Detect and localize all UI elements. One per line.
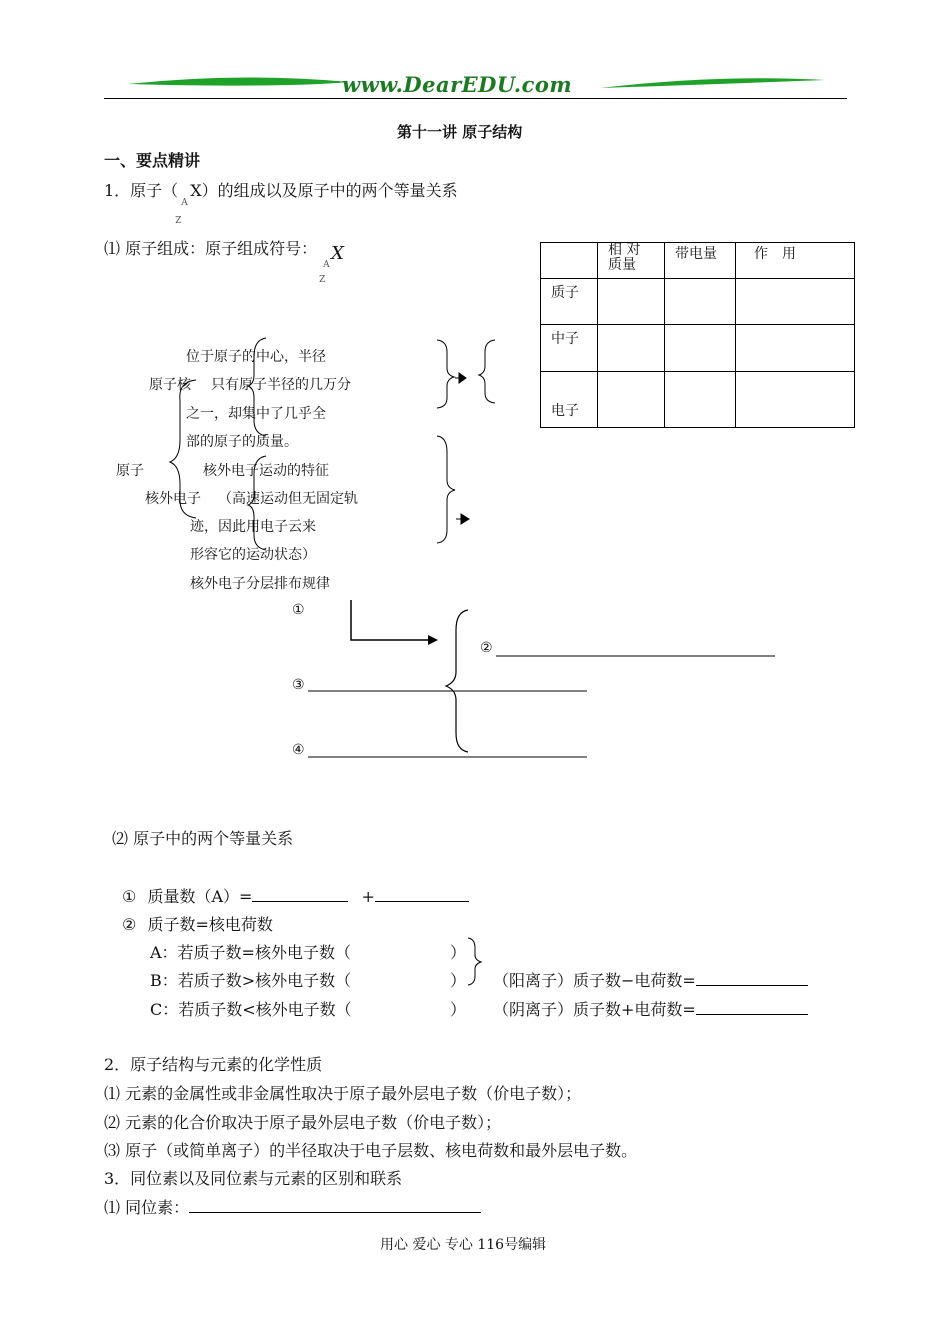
item1-sup: A [181,198,188,208]
item1-suffix: ）的组成以及原子中的两个等量关系 [201,181,458,200]
blank-4-num: ④ [292,742,305,758]
case-c-close: ） [450,1000,467,1019]
blank-1-num: ① [292,602,305,618]
electron-desc-4: 形容它的运动状态） [190,547,316,563]
electron-desc-2: （高速运动但无固定轨 [218,491,358,507]
table-row-label: 电子 [541,372,598,428]
p1-label: ⑴ 原子组成：原子组成符号： [104,239,318,258]
item2-heading: 2．原子结构与元素的化学性质 [104,1055,323,1074]
nucleus-desc-2: 只有原子半径的几万分 [211,377,351,393]
nucleus-desc-1: 位于原子的中心，半径 [186,349,326,365]
electron-desc-3: 迹，因此用电子云来 [190,519,316,535]
p1-sup: A [323,260,330,270]
case-b-tail: （阳离子）质子数−电荷数= [493,968,808,991]
isotope-blank [189,1198,481,1213]
table-header-cell: 作 用 [736,243,855,279]
eq1-text: 质量数（A）= [147,887,253,906]
table-row-label: 质子 [541,279,598,325]
table-header-cell: 相 对 质量 [598,243,665,279]
atom-label: 原子 [116,463,144,479]
page-title: 第十一讲 原子结构 [397,123,523,141]
item1-prefix: 1．原子（ [104,181,179,200]
eq1-num: ① [122,887,137,906]
page-footer: 用心 爱心 专心 116号编辑 [380,1237,547,1253]
item2-point-2: ⑵ 元素的化合价取决于原子最外层电子数（价电子数）； [104,1113,502,1132]
p1-sub: Z [319,275,326,285]
item1-sub: Z [175,216,182,226]
item1-x: X [190,181,202,200]
blank-2-num: ② [480,640,493,656]
case-b-close: ） [450,971,467,990]
nucleus-label: 原子核 [149,377,191,393]
eq1-plus: + [361,887,375,906]
item3-point-1: ⑴ 同位素： [104,1195,481,1218]
electron-label: 核外电子 [145,491,201,507]
section-heading: 一、要点精讲 [104,151,201,170]
nucleus-desc-4: 部的原子的质量。 [186,434,298,450]
case-c-tail: （阴离子）质子数+电荷数= [493,997,808,1020]
p2-heading: ⑵ 原子中的两个等量关系 [112,829,294,848]
eq2-text: 质子数=核电荷数 [147,915,273,934]
table-header-cell: 带电量 [665,243,736,279]
case-a-text: A：若质子数=核外电子数（ [150,943,351,962]
item2-point-3: ⑶ 原子（或简单离子）的半径取决于电子层数、核电荷数和最外层电子数。 [104,1141,638,1160]
nucleus-desc-3: 之一，却集中了几乎全 [186,406,326,422]
item3-heading: 3．同位素以及同位素与元素的区别和联系 [104,1169,403,1188]
case-b-text: B：若质子数>核外电子数（ [150,971,352,990]
item2-point-1: ⑴ 元素的金属性或非金属性取决于原子最外层电子数（价电子数）； [104,1084,582,1103]
electron-desc-1: 核外电子运动的特征 [203,463,329,479]
logo-text: www.DearEDU.com [342,72,573,97]
case-c-text: C：若质子数<核外电子数（ [150,1000,352,1019]
p1-x: X [331,243,344,264]
rule-label: 核外电子分层排布规律 [190,576,330,592]
eq2-num: ② [122,915,137,934]
table-row-label: 中子 [541,325,598,372]
case-a-close: ） [450,943,467,962]
blank-3-num: ③ [292,677,305,693]
